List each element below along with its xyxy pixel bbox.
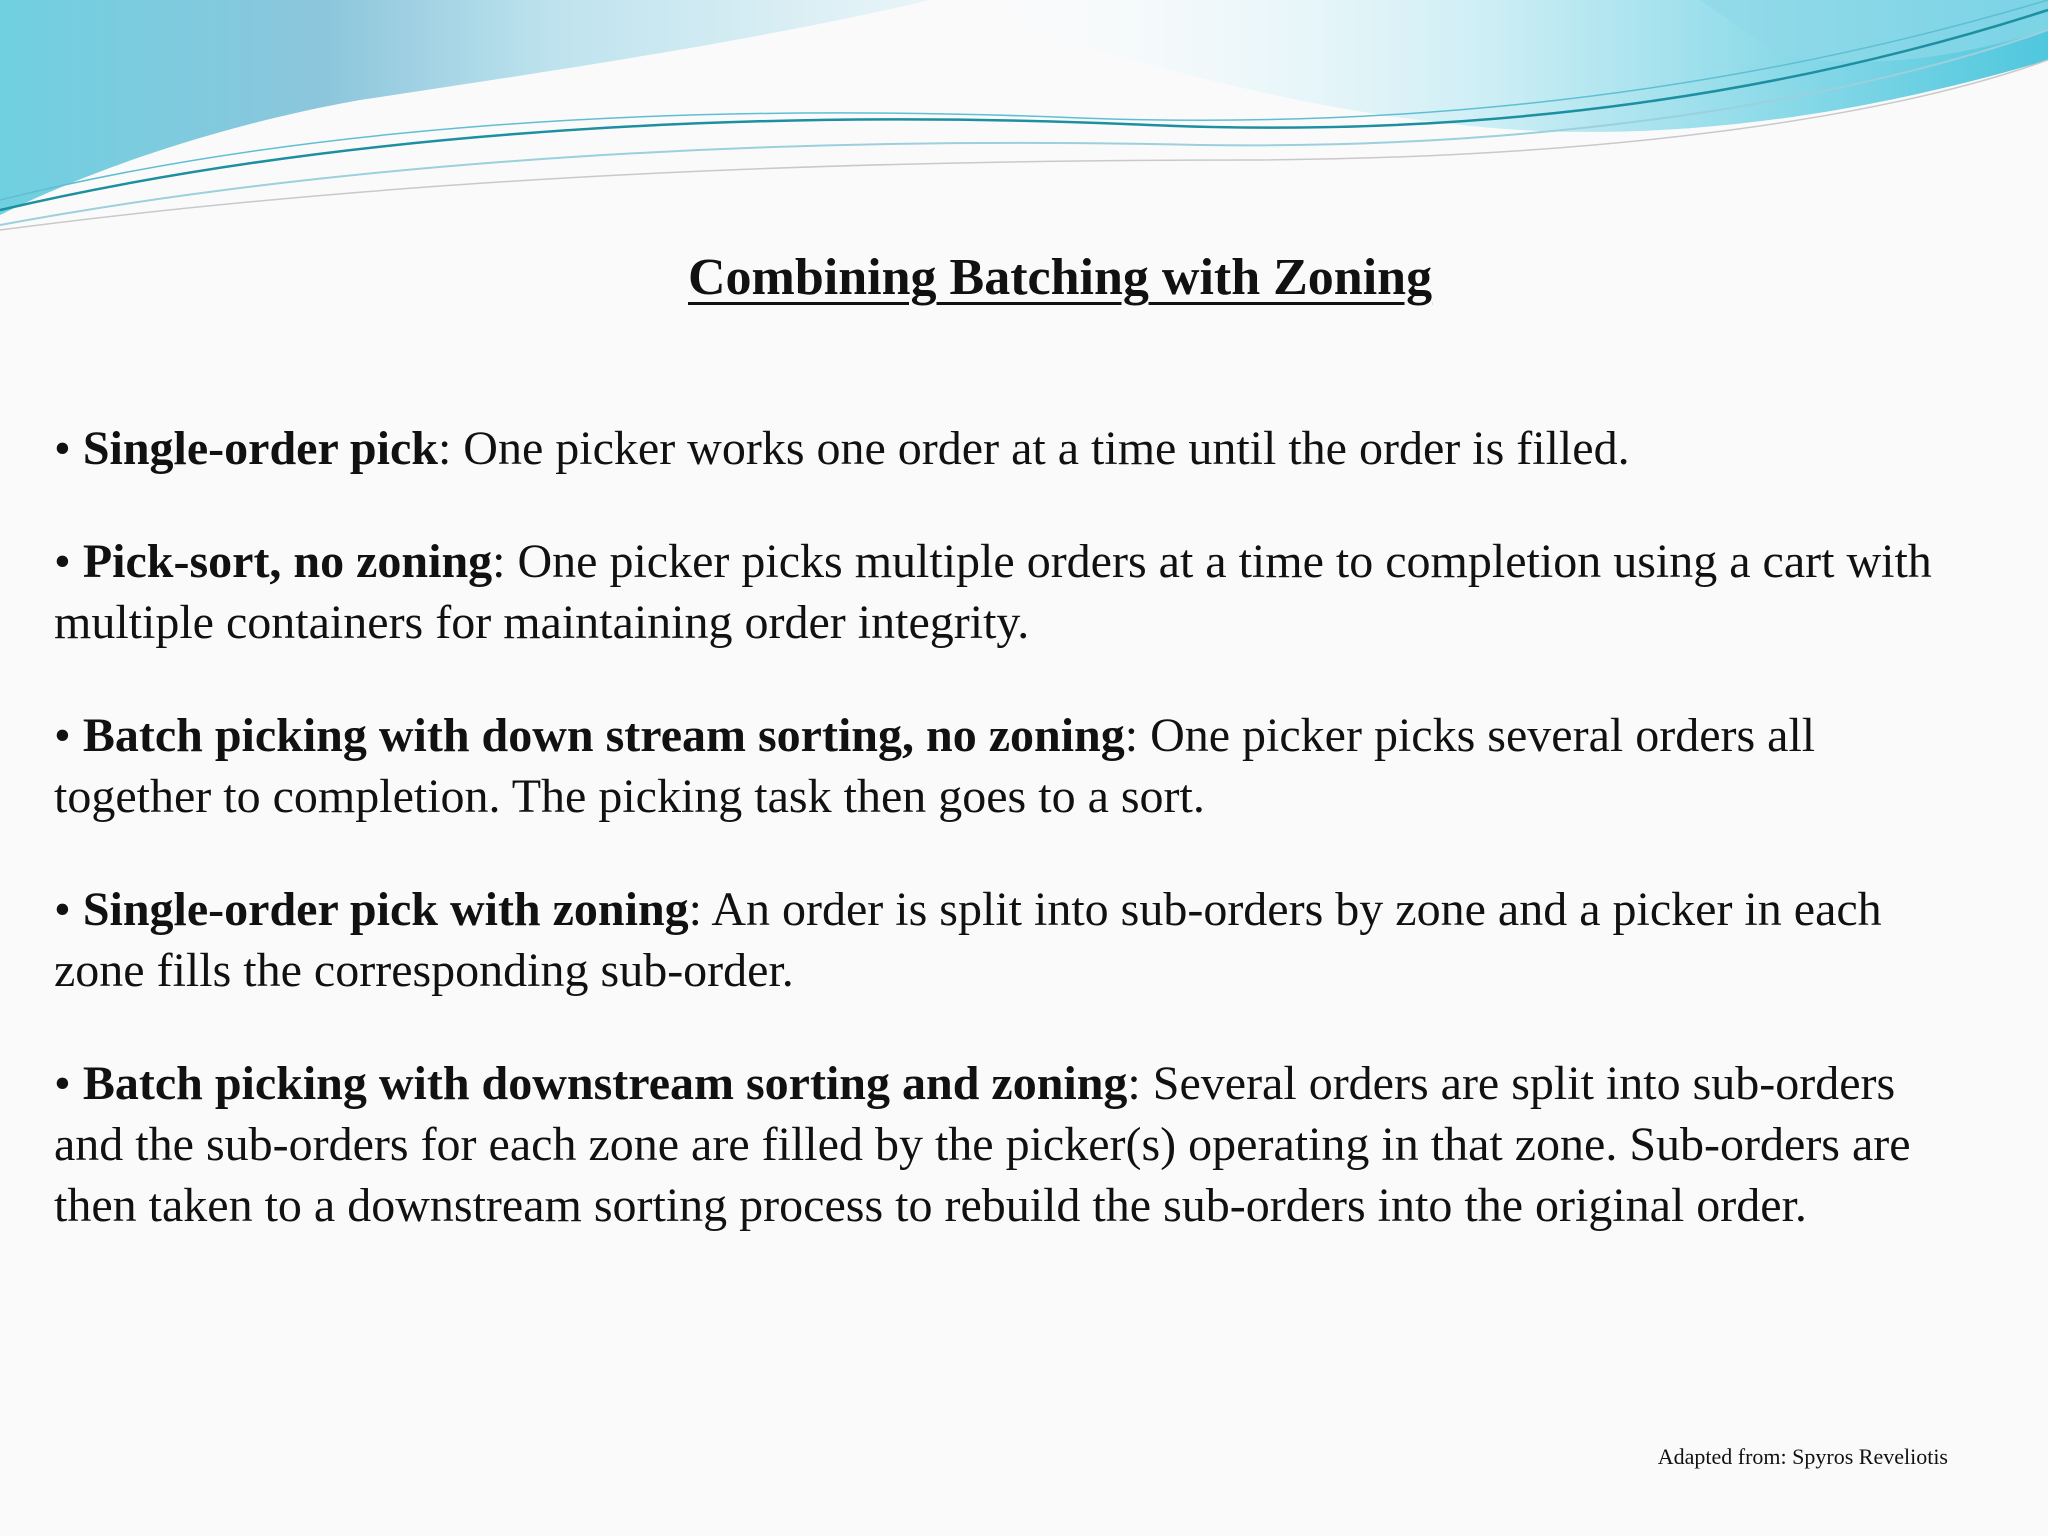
bullet-term: Batch picking with down stream sorting, no zoning [82,709,1125,762]
bullet-marker: • [54,1057,71,1110]
bullet-term: Batch picking with downstream sorting and zoning [82,1057,1128,1110]
wave-band-left [0,0,930,215]
bullet-marker: • [54,709,71,762]
bullet-marker: • [54,883,71,936]
bullet-term: Single-order pick [82,422,438,475]
source-credit: Adapted from: Spyros Reveliotis [1657,1444,1948,1469]
bullet-term: Single-order pick with zoning [82,883,689,936]
bullet-text: : One picker picks multiple orders at a time to completion using a cart with multiple containers for maintaining order integrity. [54,535,1932,649]
bullet-marker: • [54,422,71,475]
bullet-item-batch-picking-no-zoning [54,705,1954,827]
bullet-text: : An order is split into sub-orders by zone and a picker in each zone fills the corresponding sub-order. [54,883,1882,997]
header-wave-decoration [0,0,2048,240]
bullet-item-batch-picking-zoning [54,1053,1954,1236]
bullet-text: : One picker works one order at a time until the order is filled. [437,422,1630,475]
bullet-term: Pick-sort, no zoning [82,535,493,588]
slide-title: Combining Batching with Zoning [688,249,1433,306]
bullet-item-single-order-zoning [54,879,1954,1001]
bullet-text: : Several orders are split into sub-orders and the sub-orders for each zone are filled by the picker(s) operating in that zone. Sub-orders are then taken to a downstream sorting process to rebuild the sub-orders into the original order. [54,1057,1911,1232]
bullet-item-pick-sort [54,531,1954,653]
bullet-list [54,418,1954,1288]
bullet-text: : One picker picks several orders all together to completion. The picking task then goes to a sort. [54,709,1816,823]
bullet-marker: • [54,535,71,588]
bullet-item-single-order-pick [54,418,1954,479]
